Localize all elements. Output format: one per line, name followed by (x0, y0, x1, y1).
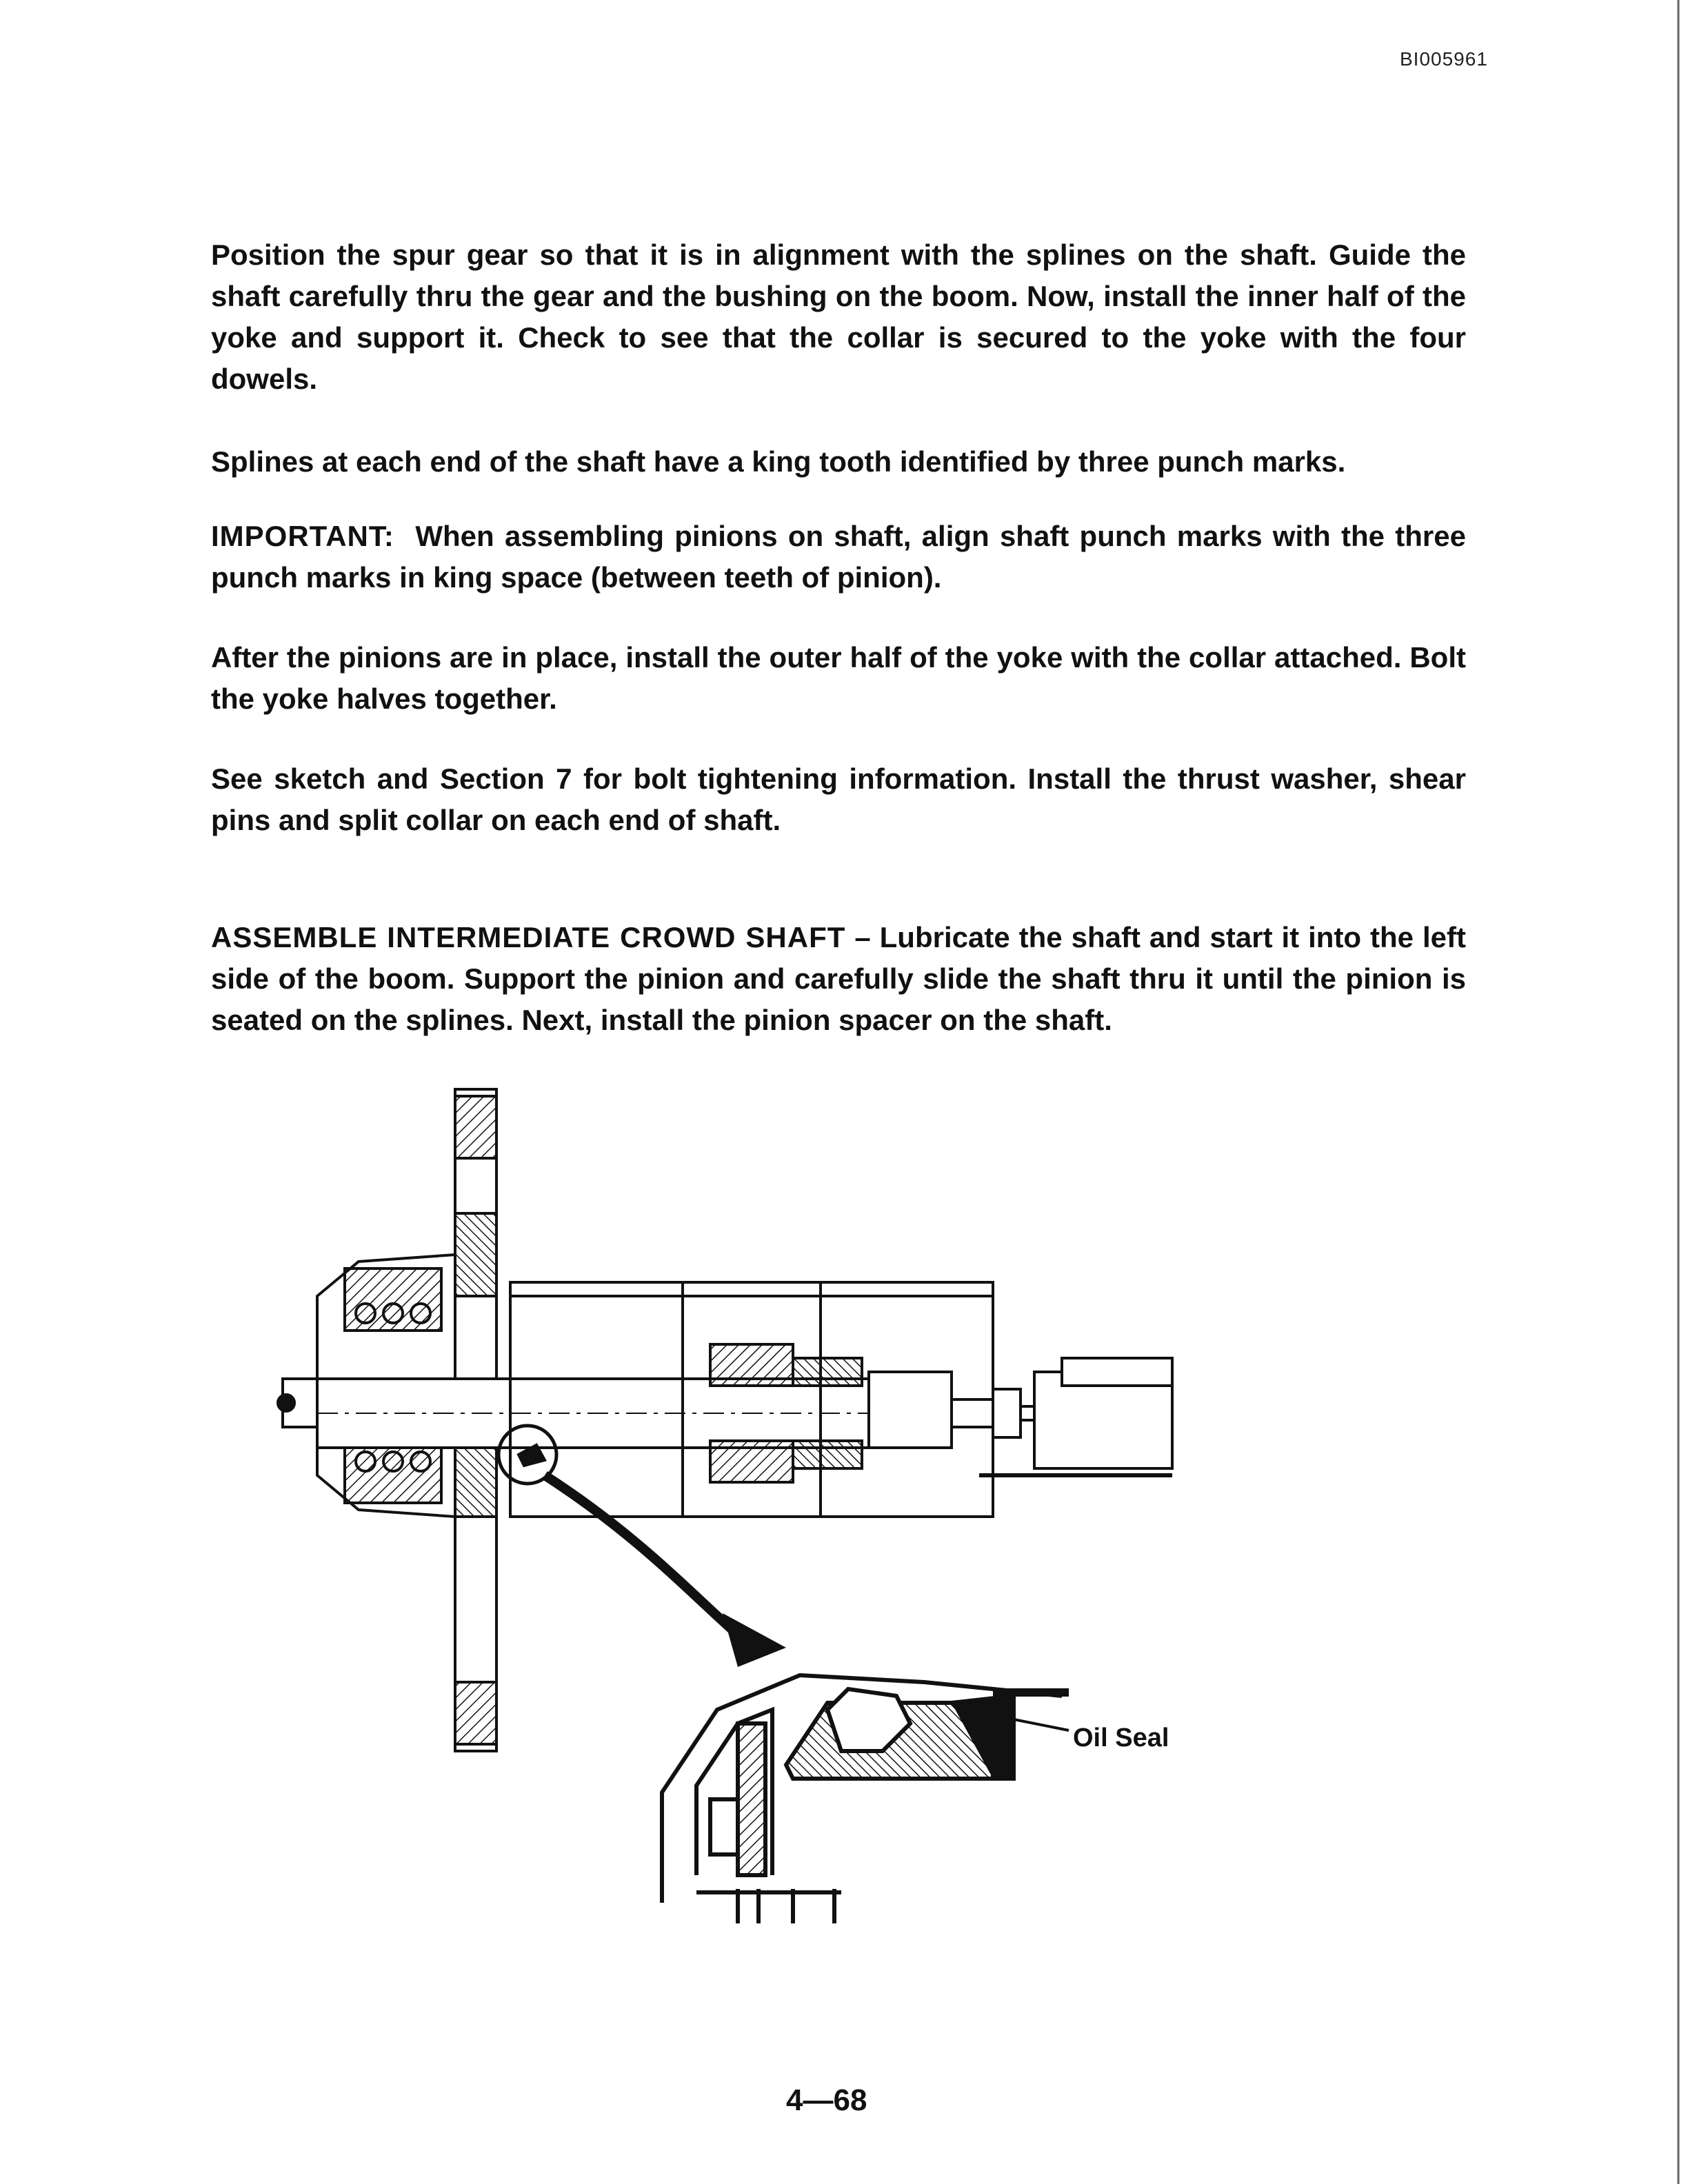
heading-separator: – (845, 921, 880, 953)
detail-callout-arrow (545, 1475, 745, 1641)
scan-edge-line (1669, 0, 1688, 2184)
important-label: IMPORTANT: (211, 520, 394, 552)
paragraph-crowd-shaft (211, 917, 1466, 1041)
oil-seal-label: Oil Seal (1073, 1723, 1169, 1752)
important-text: When assembling pinions on shaft, align shaft punch marks with the three punch marks in king space (between teeth of pinion). (211, 520, 1466, 594)
page-number: 4—68 (786, 2083, 867, 2117)
paragraph-splines: Splines at each end of the shaft have a king tooth identified by three punch marks. (211, 445, 1346, 478)
oil-seal-detail (662, 1675, 1069, 1923)
paragraph-important (211, 516, 1466, 598)
paragraph-pinions: After the pinions are in place, install the outer half of the yoke with the collar attached. Bolt the yoke halves together. (211, 641, 1466, 715)
paragraph-spur-gear: Position the spur gear so that it is in alignment with the splines on the shaft. Guide the shaft carefully thru the gear and the bushing on the boom. Now, install the inner half of the yoke and support it. Check to see that the collar is secured to the yoke with the four dowels. (211, 239, 1466, 395)
crowd-shaft-text: Lubricate the shaft and start it into the left side of the boom. Support the pinion and carefully slide the shaft thru it until the pinion is seated on the splines. Next, install the pinion spacer on the shaft. (211, 921, 1466, 1036)
paragraph-bolt-tightening: See sketch and Section 7 for bolt tightening information. Install the thrust washer, shear pins and split collar on each end of shaft. (211, 762, 1466, 836)
crowd-shaft-assembly-figure (248, 1075, 1214, 1944)
crowd-shaft-heading: ASSEMBLE INTERMEDIATE CROWD SHAFT (211, 921, 846, 953)
upper-assembly (278, 1089, 1172, 1751)
document-id: BI005961 (1400, 48, 1488, 70)
